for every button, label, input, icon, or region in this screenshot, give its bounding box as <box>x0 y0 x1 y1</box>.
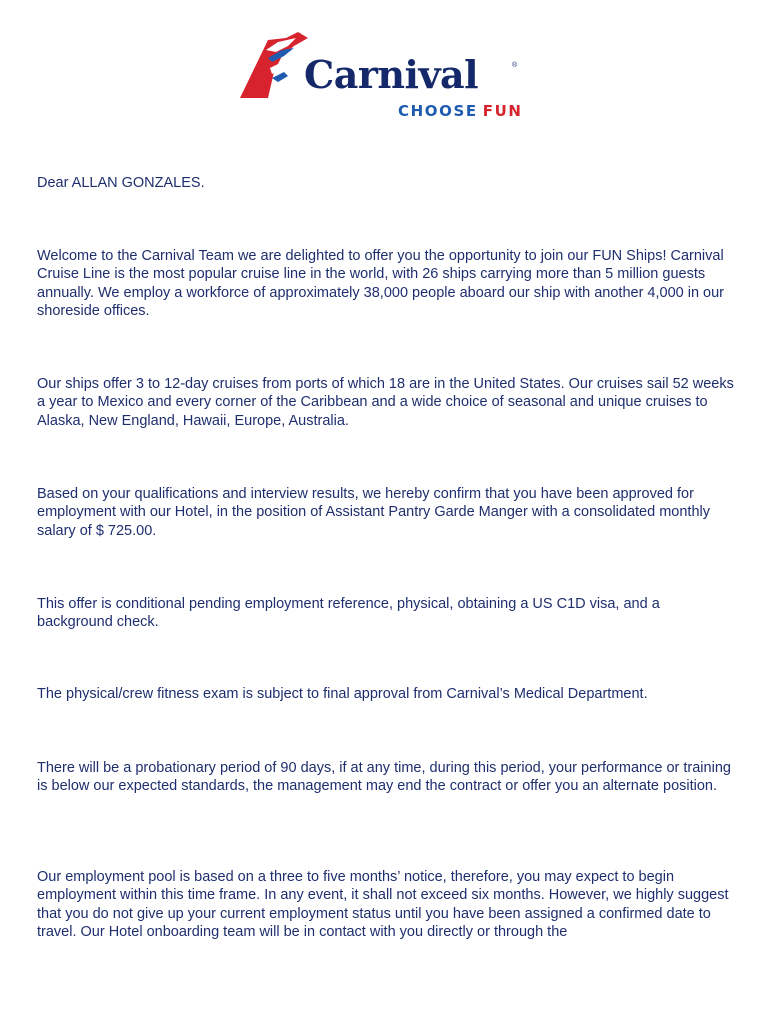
paragraph-probation: There will be a probationary period of 90 days, if at any time, during this period, your performance or training is below our expected standards, the management may end the contract or offer you an alternate position. <box>37 760 731 795</box>
paragraph-ships: Our ships offer 3 to 12-day cruises from ports of which 18 are in the United States. Our cruises sail 52 weeks a year to Mexico and every corner of the Caribbean and a wide choice of seasonal and unique cruises to Alaska, New England, Hawaii, Europe, Australia. <box>37 376 734 429</box>
paragraph-welcome: Welcome to the Carnival Team we are delighted to offer you the opportunity to join our FUN Ships! Carnival Cruise Line is the most popular cruise line in the world, with 26 ships carrying more than 5 million guests annually. We employ a workforce of approximately 38,000 people aboard our ship with another 4,000 in our shoreside offices. <box>37 248 725 320</box>
funnel-icon <box>238 32 308 102</box>
paragraph-medical: The physical/crew fitness exam is subject to final approval from Carnival’s Medical Department. <box>37 686 648 702</box>
paragraph-conditions: This offer is conditional pending employment reference, physical, obtaining a US C1D visa, and a background check. <box>37 596 660 631</box>
logo-tagline <box>398 104 523 119</box>
letter-greeting: Dear ALLAN GONZALES. <box>37 175 205 191</box>
registered-mark: ® <box>512 62 518 69</box>
paragraph-employment-pool: Our employment pool is based on a three to five months’ notice, therefore, you may expect to begin employment within this time frame. In any event, it shall not exceed six months. However, we highly suggest that you do not give up your current employment status until you have been assigned a confirmed date to travel. Our Hotel onboarding team will be in contact with you directly or through the <box>37 869 729 941</box>
paragraph-offer: Based on your qualifications and interview results, we hereby confirm that you have been approved for employment with our Hotel, in the position of Assistant Pantry Garde Manger with a consolidated monthly salary of $ 725.00. <box>37 486 710 539</box>
tagline-fun: FUN <box>482 102 523 120</box>
carnival-logo <box>238 32 528 124</box>
tagline-choose: CHOOSE <box>398 102 478 120</box>
logo-wordmark: Carnival <box>304 52 479 97</box>
